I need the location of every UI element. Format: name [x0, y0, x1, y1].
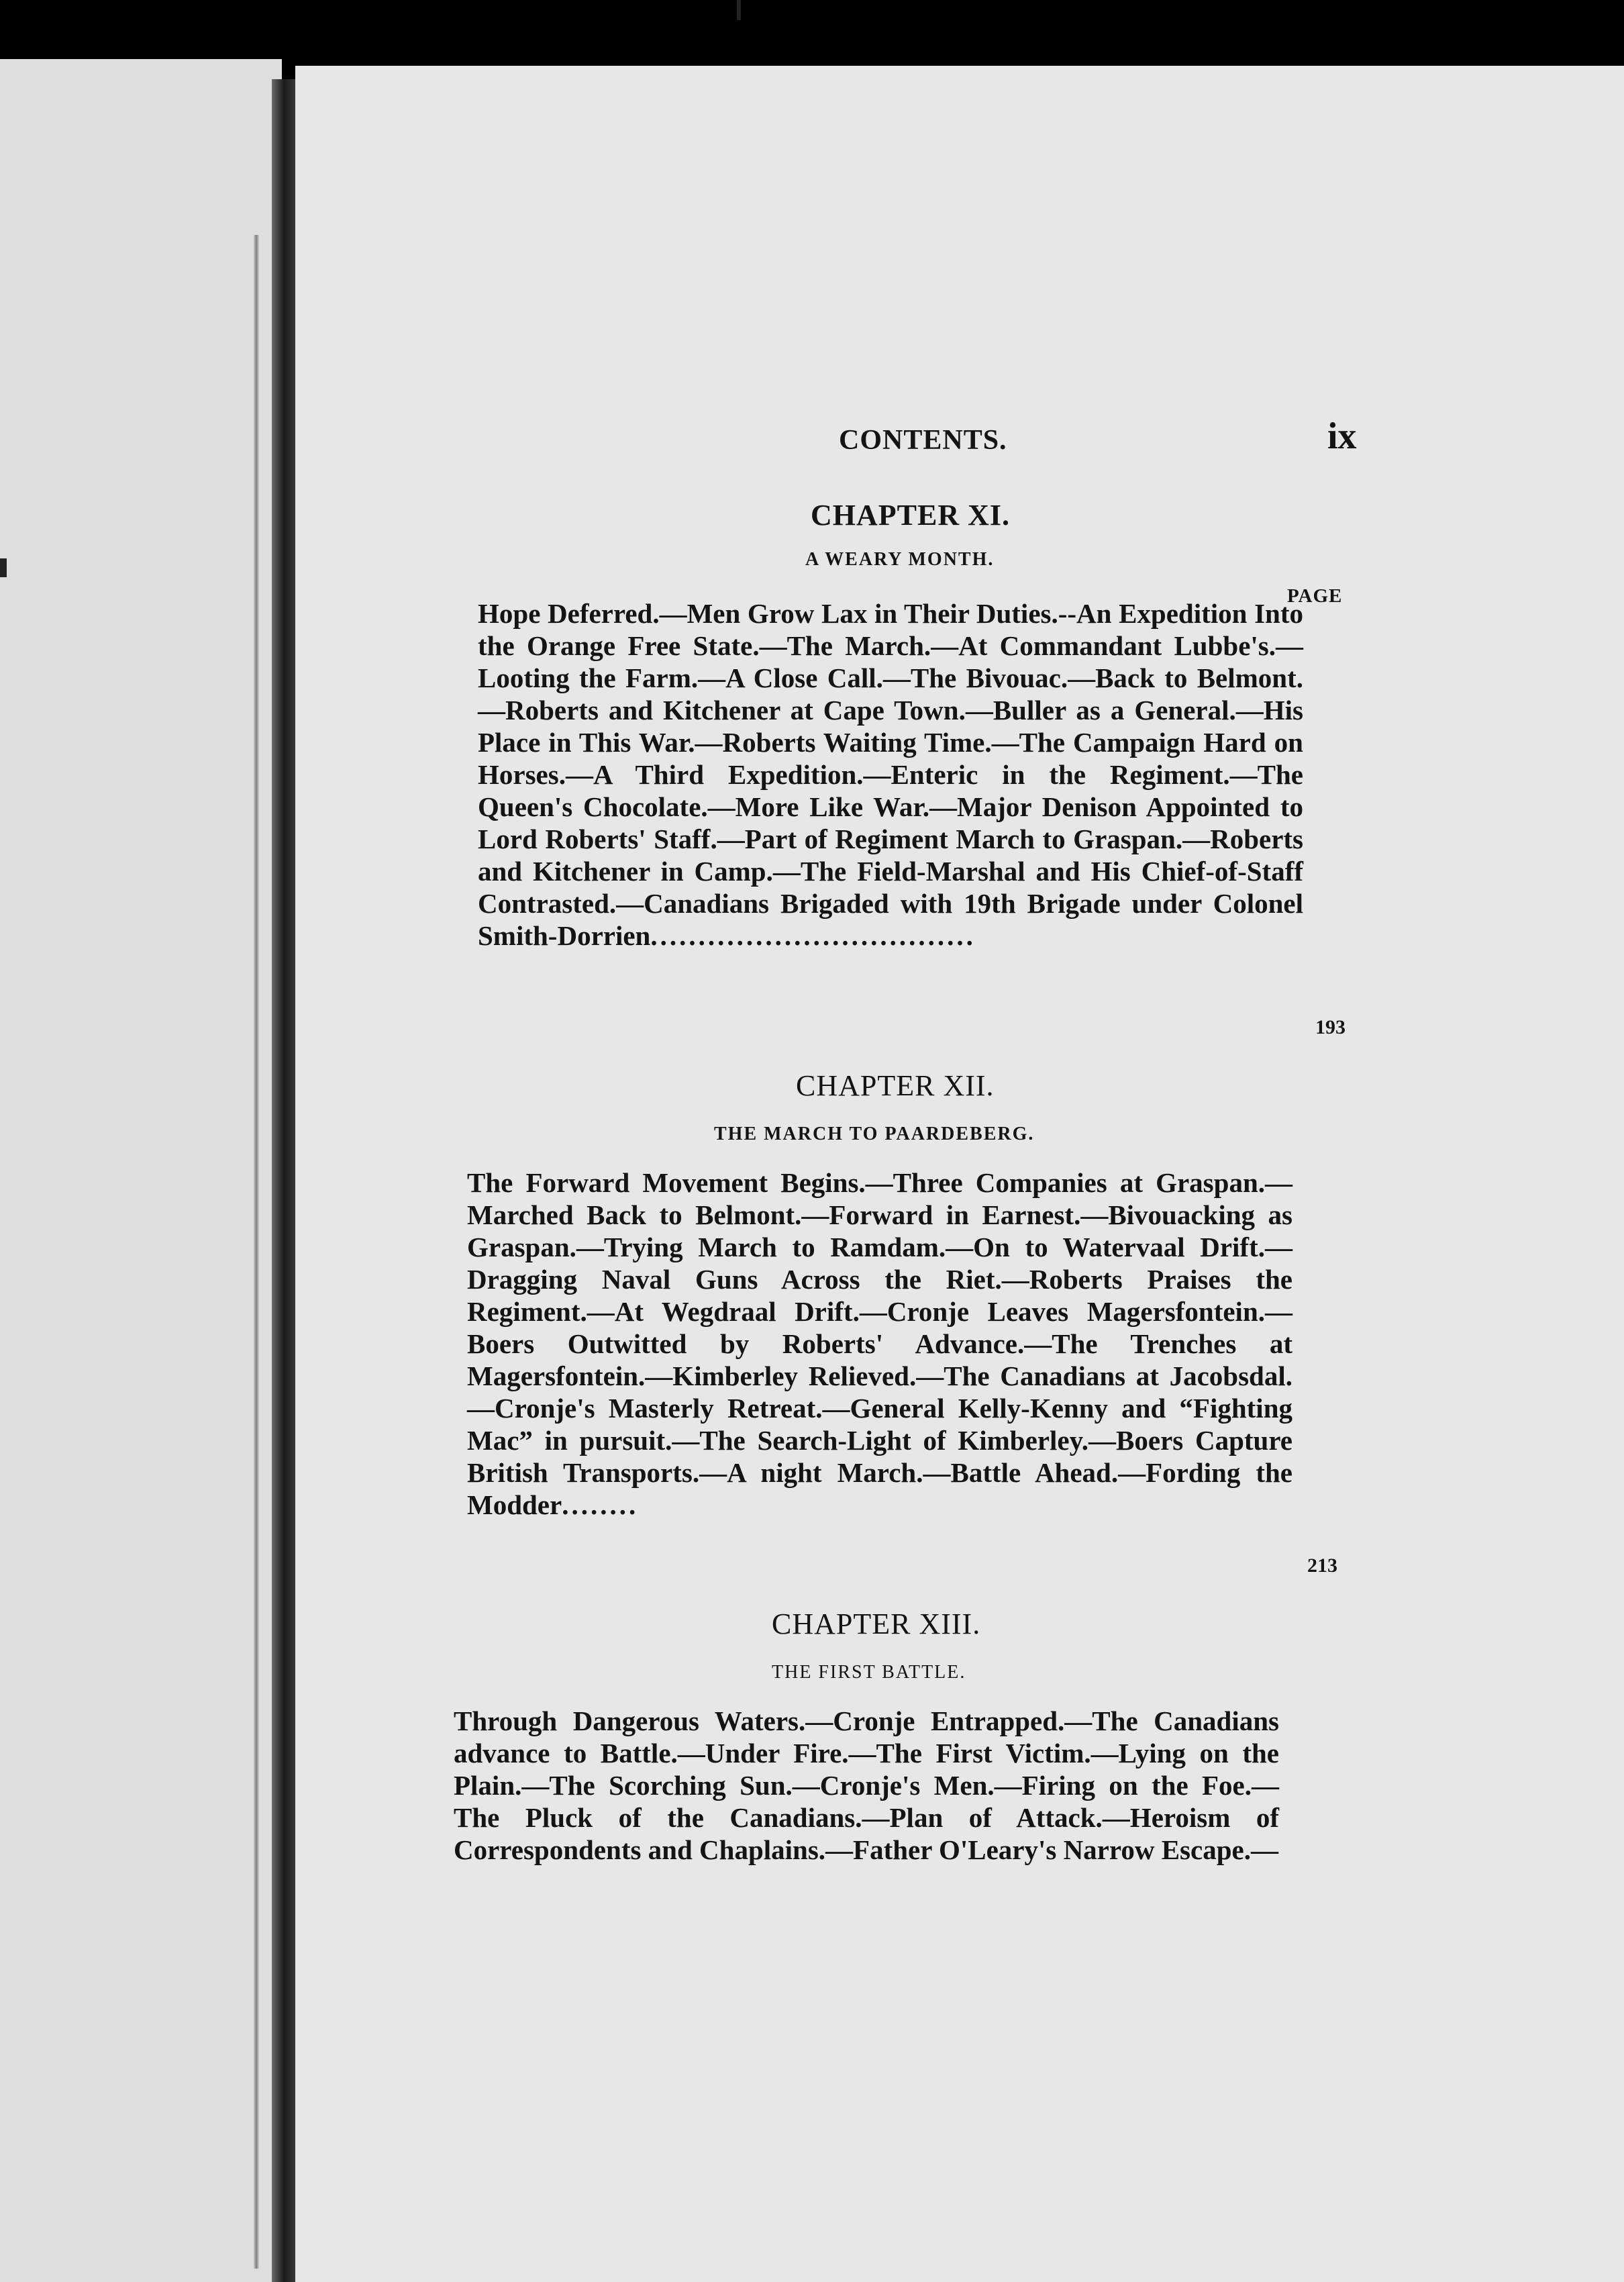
chapter-title: CHAPTER XIII.: [772, 1607, 981, 1640]
chapter-summary: The Forward Movement Begins.—Three Companies at Graspan.—Marched Back to Belmont.—Forward in Earnest.—Bivouacking as Graspan.—Trying March to Ramdam.—On to Watervaal Drift.—Dragging Naval Guns Across the Riet.—Roberts Praises the Regiment.—At Wegdraal Drift.—Cronje Leaves Magersfontein.—Boers Outwitted by Roberts' Advance.—The Trenches at Magersfontein.—Kimberley Relieved.—The Canadians at Jacobsdal.—Cronje's Masterly Retreat.—General Kelly-Kenny and “Fighting Mac” in pursuit.—The Search-Light of Kimberley.—Boers Capture British Transports.—A night March.—Battle Ahead.—Fording the Modder........: [467, 1167, 1292, 1520]
chapter-page-number: 193: [1315, 1016, 1346, 1038]
chapter-page-number: 213: [1307, 1554, 1337, 1577]
chapter-subtitle: THE MARCH TO PAARDEBERG.: [714, 1124, 1035, 1144]
chapter-title: CHAPTER XII.: [796, 1069, 995, 1102]
facing-page: [0, 59, 282, 2282]
chapter-summary: Through Dangerous Waters.—Cronje Entrapped.—The Canadians advance to Battle.—Under Fire.—The First Victim.—Lying on the Plain.—The Scorching Sun.—Cronje's Men.—Firing on the Foe.—The Pluck of the Canadians.—Plan of Attack.—Heroism of Correspondents and Chaplains.—Father O'Leary's Narrow Escape.—: [454, 1705, 1279, 1865]
page-speck: [737, 0, 741, 20]
left-page-mark: [0, 558, 7, 577]
page-column-label: PAGE: [1287, 585, 1343, 607]
chapter-summary: Hope Deferred.—Men Grow Lax in Their Duties.--An Expedition Into the Orange Free State.—The March.—At Commandant Lubbe's.—Looting the Farm.—A Close Call.—The Bivouac.—Back to Belmont.—Roberts and Kitchener at Cape Town.—Buller as a General.—His Place in This War.—Roberts Waiting Time.—The Campaign Hard on Horses.—A Third Expedition.—Enteric in the Regiment.—The Queen's Chocolate.—More Like War.—Major Denison Appointed to Lord Roberts' Staff.—Part of Regiment March to Graspan.—Roberts and Kitchener in Camp.—The Field-Marshal and His Chief-of-Staff Contrasted.—Canadians Brigaded with 19th Brigade under Colonel Smith-Dorrien..................................: [478, 598, 1303, 951]
chapter-title: CHAPTER XI.: [811, 499, 1011, 532]
chapter-subtitle: THE FIRST BATTLE.: [772, 1662, 966, 1683]
dot-leader: ..................................: [650, 920, 976, 951]
dot-leader: ........: [562, 1489, 639, 1520]
chapter-subtitle: A WEARY MONTH.: [805, 549, 995, 570]
page-number: ix: [1327, 415, 1357, 457]
spine-crease: [254, 235, 259, 2269]
running-head: CONTENTS.: [839, 425, 1007, 456]
